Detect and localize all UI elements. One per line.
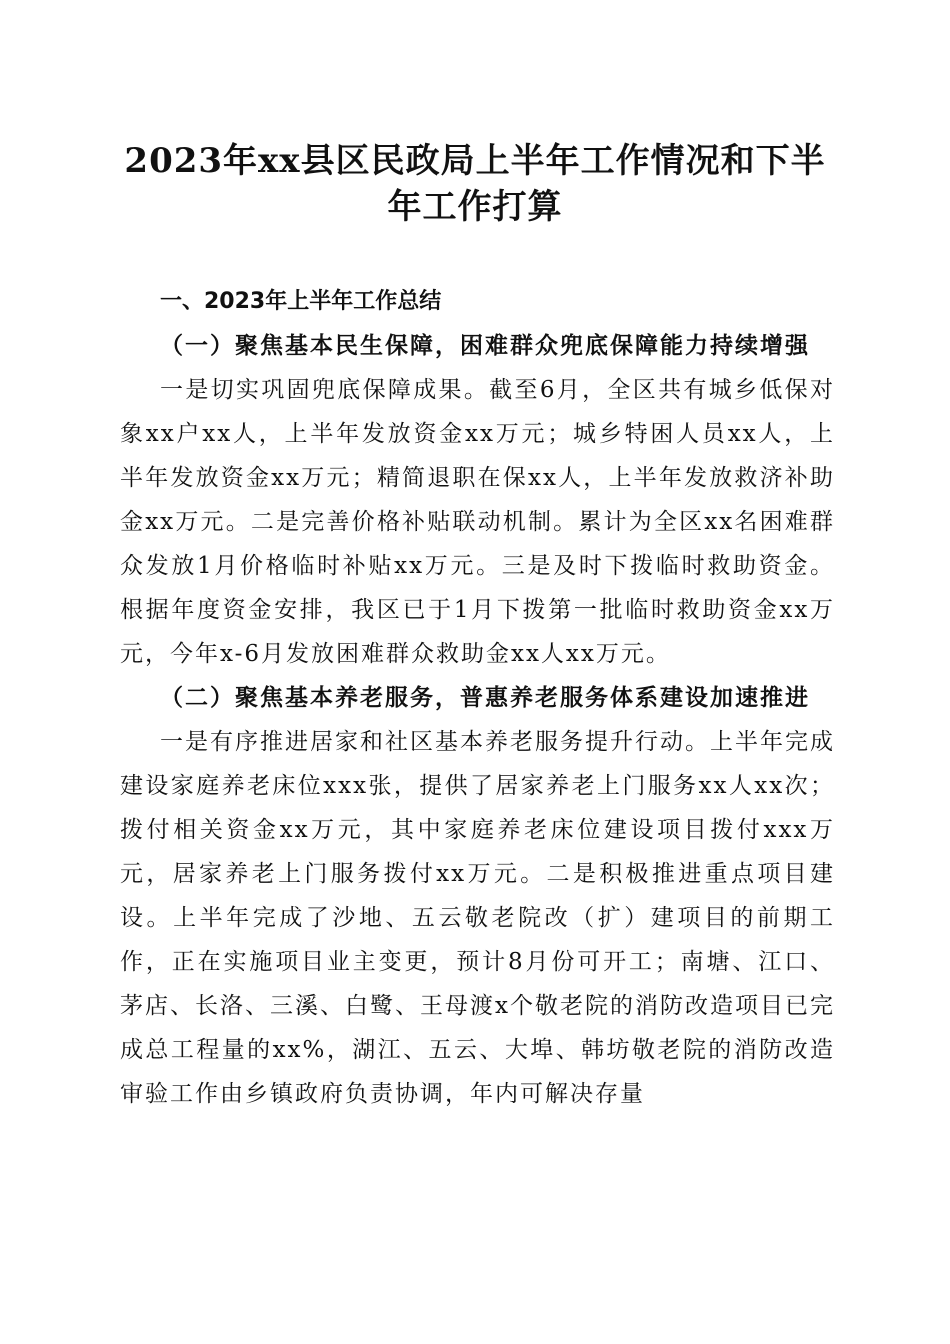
section-heading-1: 一、2023年上半年工作总结 — [160, 289, 442, 314]
document-title-line-2: 年工作打算 — [387, 187, 563, 227]
document-title — [110, 138, 840, 230]
subsection-heading-2: （二）聚焦基本养老服务，普惠养老服务体系建设加速推进 — [160, 684, 810, 711]
paragraph-2: 一是有序推进居家和社区基本养老服务提升行动。上半年完成建设家庭养老床位xxx张，提供了居家养老上门服务xx人xx次；拨付相关资金xx万元，其中家庭养老床位建设项目拨付xxx万元，居家养老上门服务拨付xx万元。二是积极推进重点项目建设。上半年完成了沙地、五云敬老院改（扩）建项目的前期工作，正在实施项目业主变更，预计8月份可开工；南塘、江口、茅店、长洛、三溪、白鹭、王母渡x个敬老院的消防改造项目已完成总工程量的xx%，湖江、五云、大埠、韩坊敬老院的消防改造审验工作由乡镇政府负责协调，年内可解决存量 — [120, 729, 835, 1107]
document-body — [120, 280, 835, 1116]
paragraph-1: 一是切实巩固兜底保障成果。截至6月，全区共有城乡低保对象xx户xx人，上半年发放资金xx万元；城乡特困人员xx人，上半年发放资金xx万元；精简退职在保xx人，上半年发放救济补助金xx万元。二是完善价格补贴联动机制。累计为全区xx名困难群众发放1月价格临时补贴xx万元。三是及时下拨临时救助资金。根据年度资金安排，我区已于1月下拨第一批临时救助资金xx万元，今年x-6月发放困难群众救助金xx人xx万元。 — [120, 377, 835, 667]
document-title-line-1: 2023年xx县区民政局上半年工作情况和下半 — [124, 141, 826, 181]
subsection-heading-1: （一）聚焦基本民生保障，困难群众兜底保障能力持续增强 — [160, 332, 810, 359]
